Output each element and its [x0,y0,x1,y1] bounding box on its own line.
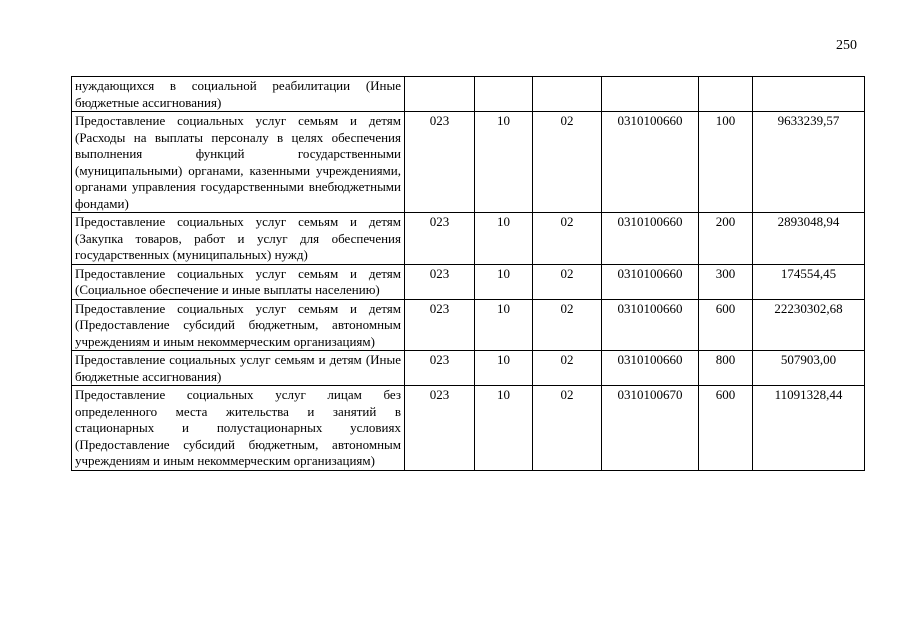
amount: 2893048,94 [753,213,865,265]
expense-description: Предоставление социальных услуг семьям и детям (Социальное обеспечение и иные выплаты населению) [72,264,405,299]
amount: 507903,00 [753,351,865,386]
amount: 9633239,57 [753,112,865,213]
expense-type-code: 600 [699,386,753,471]
amount: 174554,45 [753,264,865,299]
subsection-code: 02 [533,264,602,299]
target-article-code: 0310100660 [602,213,699,265]
table-row [72,299,865,351]
department-code [405,77,475,112]
expense-type-code: 100 [699,112,753,213]
table-row [72,112,865,213]
expense-description: Предоставление социальных услуг семьям и детям (Предоставление субсидий бюджетным, автономным учреждениям и иным некоммерческим организациям) [72,299,405,351]
subsection-code: 02 [533,112,602,213]
section-code: 10 [475,351,533,386]
amount: 11091328,44 [753,386,865,471]
page-number: 250 [836,38,857,53]
expense-type-code: 600 [699,299,753,351]
table-row [72,351,865,386]
table-row [72,386,865,471]
target-article-code [602,77,699,112]
expense-description: Предоставление социальных услуг лицам без определенного места жительства и занятий в стационарных и полустационарных условиях (Предоставление субсидий бюджетным, автономным учреждениям и иным некоммерческим организациям) [72,386,405,471]
target-article-code: 0310100660 [602,264,699,299]
budget-table [71,76,865,471]
expense-type-code: 200 [699,213,753,265]
expense-description: нуждающихся в социальной реабилитации (Иные бюджетные ассигнования) [72,77,405,112]
department-code: 023 [405,264,475,299]
department-code: 023 [405,386,475,471]
target-article-code: 0310100660 [602,299,699,351]
section-code: 10 [475,299,533,351]
subsection-code [533,77,602,112]
department-code: 023 [405,351,475,386]
department-code: 023 [405,112,475,213]
target-article-code: 0310100660 [602,351,699,386]
expense-type-code [699,77,753,112]
expense-type-code: 800 [699,351,753,386]
table-row [72,213,865,265]
section-code: 10 [475,112,533,213]
subsection-code: 02 [533,351,602,386]
expense-description: Предоставление социальных услуг семьям и детям (Иные бюджетные ассигнования) [72,351,405,386]
section-code: 10 [475,386,533,471]
subsection-code: 02 [533,213,602,265]
table-row [72,77,865,112]
section-code: 10 [475,213,533,265]
department-code: 023 [405,213,475,265]
amount: 22230302,68 [753,299,865,351]
section-code [475,77,533,112]
expense-type-code: 300 [699,264,753,299]
expense-description: Предоставление социальных услуг семьям и детям (Расходы на выплаты персоналу в целях обеспечения выполнения функций государственными (муниципальными) органами, казенными учреждениями, органами управления государственными внебюджетными фондами) [72,112,405,213]
subsection-code: 02 [533,299,602,351]
section-code: 10 [475,264,533,299]
target-article-code: 0310100660 [602,112,699,213]
amount [753,77,865,112]
department-code: 023 [405,299,475,351]
table-row [72,264,865,299]
target-article-code: 0310100670 [602,386,699,471]
subsection-code: 02 [533,386,602,471]
expense-description: Предоставление социальных услуг семьям и детям (Закупка товаров, работ и услуг для обеспечения государственных (муниципальных) нужд) [72,213,405,265]
